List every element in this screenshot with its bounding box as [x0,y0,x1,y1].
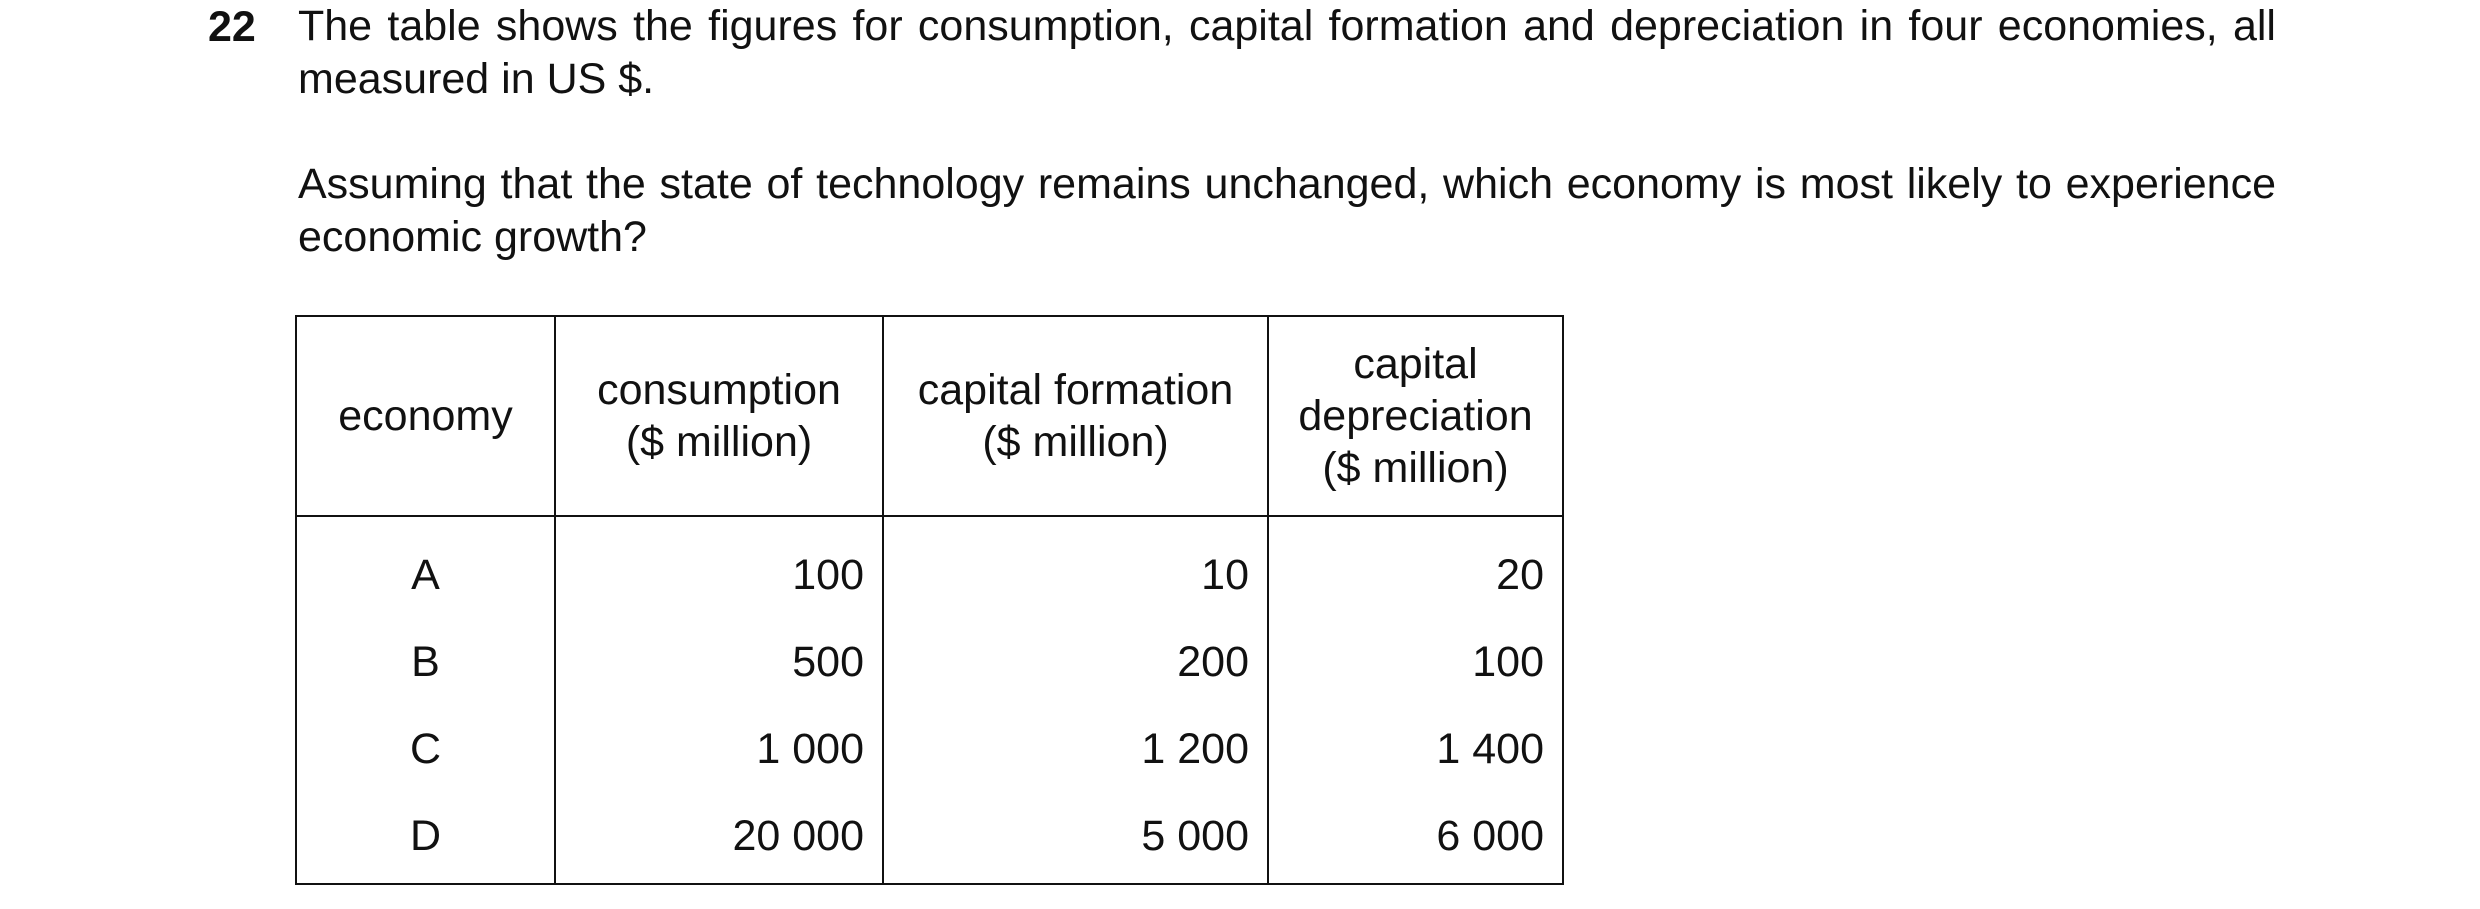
cell-capital-formation: 200 [883,618,1268,705]
cell-capital-depreciation: 20 [1268,516,1563,618]
cell-consumption: 500 [555,618,883,705]
header-consumption-line2: ($ million) [625,418,813,466]
header-consumption [555,316,883,516]
cell-capital-formation: 10 [883,516,1268,618]
header-capital-formation-line2: ($ million) [982,418,1169,466]
header-capital-depreciation [1268,316,1563,516]
header-economy [296,316,555,516]
header-capital-formation [883,316,1268,516]
question-prompt: Assuming that the state of technology remains unchanged, which economy is most likely to experience economic growth? [298,160,2276,261]
cell-economy: C [296,705,555,792]
table-row [296,516,1563,618]
table-row [296,792,1563,884]
cell-consumption: 100 [555,516,883,618]
cell-consumption: 20 000 [555,792,883,884]
table-header [296,316,1563,516]
cell-economy: B [296,618,555,705]
cell-capital-depreciation: 6 000 [1268,792,1563,884]
header-consumption-line1: consumption [597,366,841,414]
cell-economy: D [296,792,555,884]
table-body [296,516,1563,884]
cell-capital-depreciation: 1 400 [1268,705,1563,792]
header-economy-label: economy [338,392,513,440]
cell-consumption: 1 000 [555,705,883,792]
header-capital-depreciation-line1: capital [1353,340,1478,388]
cell-capital-formation: 5 000 [883,792,1268,884]
question-intro: The table shows the figures for consumption, capital formation and depreciation in four economies, all measured in US $. [298,2,2276,103]
data-table [295,315,1564,885]
question-number: 22 [208,3,256,51]
header-capital-depreciation-line3: ($ million) [1322,444,1509,492]
header-capital-formation-line1: capital formation [917,366,1234,414]
cell-capital-formation: 1 200 [883,705,1268,792]
header-capital-depreciation-line2: depreciation [1298,392,1533,440]
cell-capital-depreciation: 100 [1268,618,1563,705]
cell-economy: A [296,516,555,618]
header-row [296,316,1563,516]
table-row [296,618,1563,705]
table-row [296,705,1563,792]
